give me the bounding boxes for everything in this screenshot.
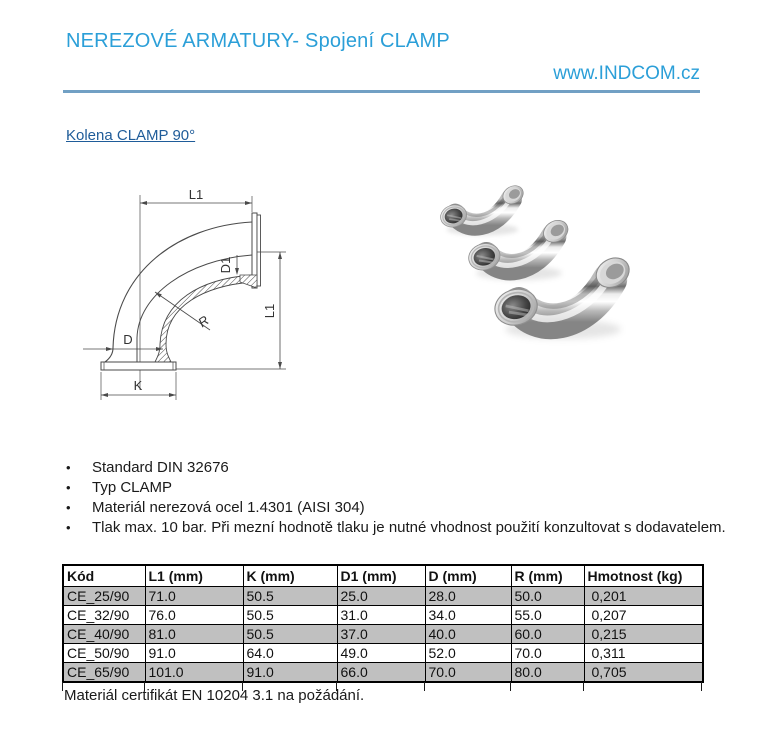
table-cell: 37.0 <box>337 624 425 643</box>
table-header-cell: D1 (mm) <box>337 565 425 586</box>
table-cell: 0,207 <box>584 605 703 624</box>
table-cell: 50.5 <box>243 605 337 624</box>
table-cell: 0,201 <box>584 586 703 605</box>
product-photo-clamp-elbows <box>432 170 722 350</box>
section-link-kolena-clamp-90[interactable]: Kolena CLAMP 90° <box>66 127 196 144</box>
table-cell: 71.0 <box>145 586 243 605</box>
table-cell: CE_50/90 <box>63 643 145 662</box>
header-divider <box>63 90 700 93</box>
table-row <box>63 586 703 605</box>
svg-text:D: D <box>123 332 133 347</box>
table-cell: 34.0 <box>425 605 511 624</box>
table-cell: 60.0 <box>511 624 584 643</box>
bullet-item: • Typ CLAMP <box>66 479 173 496</box>
table-cell: 50.0 <box>511 586 584 605</box>
table-cell: 101.0 <box>145 662 243 682</box>
table-cell: 31.0 <box>337 605 425 624</box>
table-cell: 91.0 <box>145 643 243 662</box>
dimension-table-wrap <box>62 564 704 683</box>
dimension-d1 <box>218 255 239 275</box>
table-cell: 70.0 <box>511 643 584 662</box>
bullet-item: • Materiál nerezová ocel 1.4301 (AISI 304) <box>66 499 365 516</box>
table-cell: CE_32/90 <box>63 605 145 624</box>
table-cell: CE_65/90 <box>63 662 145 682</box>
table-header-cell: L1 (mm) <box>145 565 243 586</box>
table-row <box>63 605 703 624</box>
table-cell: 52.0 <box>425 643 511 662</box>
table-cell: 64.0 <box>243 643 337 662</box>
table-cell: 76.0 <box>145 605 243 624</box>
table-cell: CE_25/90 <box>63 586 145 605</box>
table-cell: 40.0 <box>425 624 511 643</box>
table-cell: 80.0 <box>511 662 584 682</box>
table-cell: 25.0 <box>337 586 425 605</box>
table-cell: 49.0 <box>337 643 425 662</box>
table-cell: 50.5 <box>243 624 337 643</box>
table-cell: 0,215 <box>584 624 703 643</box>
table-cell: 0,705 <box>584 662 703 682</box>
table-cell: 50.5 <box>243 586 337 605</box>
table-row <box>63 662 703 682</box>
table-header-cell: K (mm) <box>243 565 337 586</box>
svg-text:L1: L1 <box>188 187 204 202</box>
svg-text:K: K <box>133 378 143 393</box>
table-cell: 91.0 <box>243 662 337 682</box>
elbow-small <box>438 182 527 235</box>
dimension-k <box>101 372 176 400</box>
spec-bullet-list <box>66 458 726 538</box>
table-cell: 70.0 <box>425 662 511 682</box>
table-header-row <box>63 565 703 586</box>
top-ferrule-section-hatch <box>240 275 257 288</box>
table-cell: CE_40/90 <box>63 624 145 643</box>
svg-text:R: R <box>195 312 212 331</box>
certificate-note: Materiál certifikát EN 10204 3.1 na požádání. <box>64 687 365 704</box>
bullet-item: • Tlak max. 10 bar. Při mezní hodnotě tlaku je nutné vhodnost použití konzultovat s dodavatelem. <box>66 519 726 536</box>
table-row <box>63 643 703 662</box>
table-row <box>63 624 703 643</box>
table-header-cell: D (mm) <box>425 565 511 586</box>
table-cell: 66.0 <box>337 662 425 682</box>
table-header-cell: R (mm) <box>511 565 584 586</box>
bottom-ferrule-plate <box>101 362 176 370</box>
technical-drawing-elbow <box>56 158 404 416</box>
svg-text:D1: D1 <box>218 256 233 274</box>
elbow-middle-arc <box>137 255 252 362</box>
table-cell: 55.0 <box>511 605 584 624</box>
website-link[interactable]: www.INDCOM.cz <box>553 63 700 84</box>
dimension-d <box>83 332 163 351</box>
table-cell: 28.0 <box>425 586 511 605</box>
table-cell: 0,311 <box>584 643 703 662</box>
table-cell: 81.0 <box>145 624 243 643</box>
table-header-cell: Hmotnost (kg) <box>584 565 703 586</box>
page-title: NEREZOVÉ ARMATURY- Spojení CLAMP <box>66 30 450 52</box>
dimension-table <box>62 564 704 683</box>
table-header-cell: Kód <box>63 565 145 586</box>
top-ferrule-back <box>257 215 261 286</box>
svg-text:L1: L1 <box>262 303 277 319</box>
dimension-l1-top <box>140 187 252 212</box>
bullet-item: • Standard DIN 32676 <box>66 459 229 476</box>
